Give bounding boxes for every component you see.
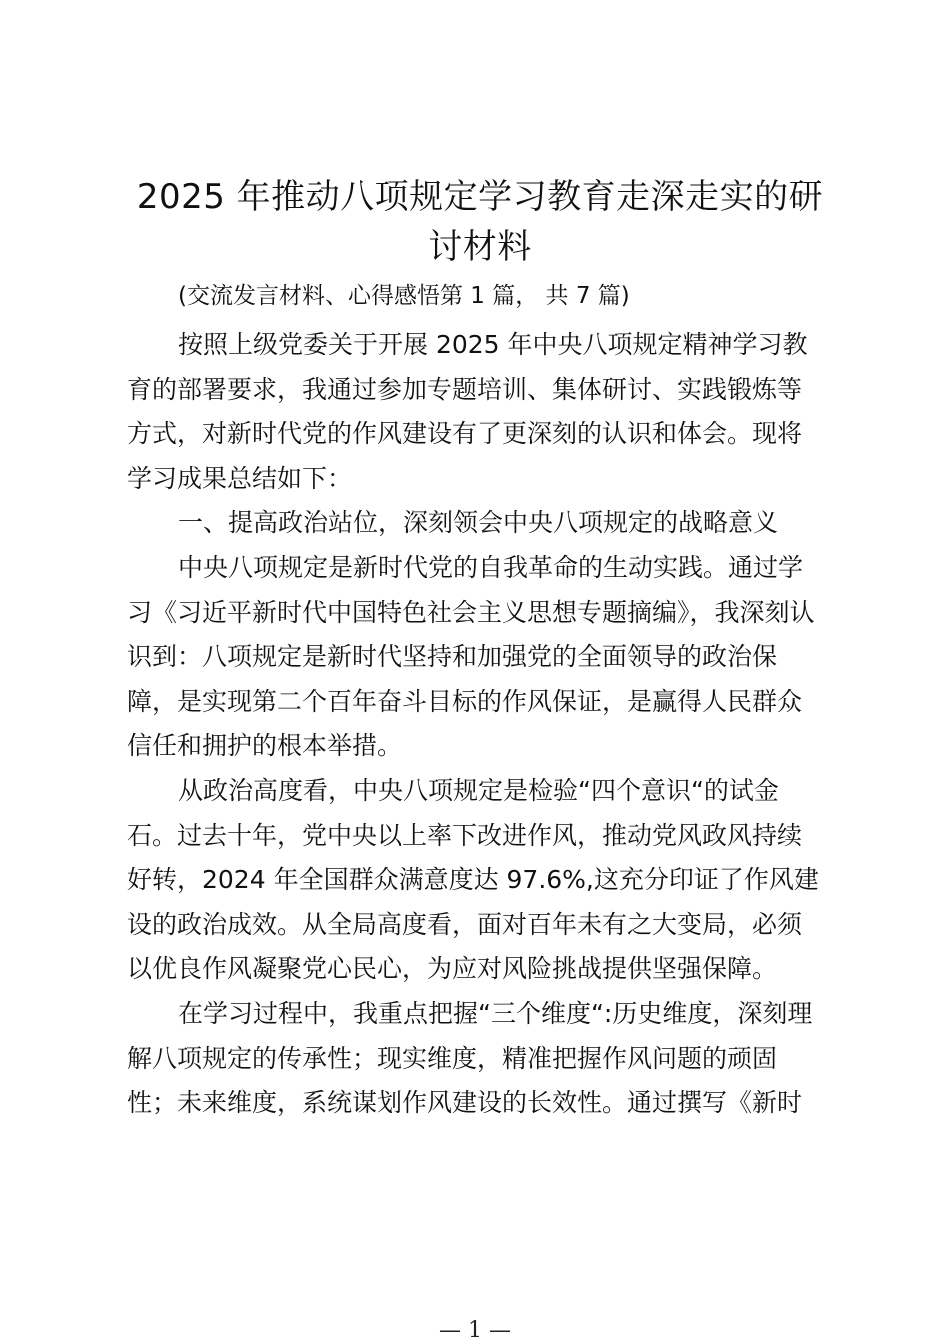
text-line: 从政治高度看，中央八项规定是检验“四个意识“的试金 — [178, 775, 779, 805]
document-subtitle: (交流发言材料、心得感悟第 1 篇， 共 7 篇) — [178, 283, 630, 309]
text-line: 识到：八项规定是新时代坚持和加强党的全面领导的政治保 — [127, 642, 778, 672]
heading-line: 一、提高政治站位，深刻领会中央八项规定的战略意义 — [178, 508, 779, 538]
title-line: 2025 年推动八项规定学习教育走深走实的研 — [136, 177, 824, 217]
document-body — [127, 323, 827, 1126]
text-line: 石。过去十年，党中央以上率下改进作风，推动党风政风持续 — [127, 820, 803, 850]
paragraph-intro — [127, 323, 827, 501]
text-line: 设的政治成效。从全局高度看，面对百年未有之大变局，必须 — [127, 909, 803, 939]
text-line: 学习成果总结如下： — [127, 463, 353, 493]
text-line: 习《习近平新时代中国特色社会主义思想专题摘编》，我深刻认 — [127, 597, 815, 627]
paragraph-political-height — [127, 769, 827, 992]
text-line: 按照上级党委关于开展 2025 年中央八项规定精神学习教 — [178, 330, 808, 359]
text-line: 中央八项规定是新时代党的自我革命的生动实践。通过学 — [178, 552, 804, 582]
text-line: 育的部署要求，我通过参加专题培训、集体研讨、实践锻炼等 — [127, 374, 803, 404]
document-title — [110, 172, 850, 272]
text-line: 性；未来维度，系统谋划作风建设的长效性。通过撰写《新时 — [127, 1088, 803, 1118]
paragraph-significance — [127, 546, 827, 769]
title-line: 讨材料 — [428, 227, 532, 267]
section-heading — [127, 501, 827, 546]
text-line: 信任和拥护的根本举措。 — [127, 731, 403, 761]
page-number: — 1 — — [439, 1318, 511, 1343]
text-line: 方式，对新时代党的作风建设有了更深刻的认识和体会。现将 — [127, 419, 803, 449]
text-line: 好转，2024 年全国群众满意度达 97.6%,这充分印证了作风建 — [127, 865, 819, 895]
paragraph-three-dimensions — [127, 992, 827, 1126]
text-line: 在学习过程中，我重点把握“三个维度“:历史维度，深刻理 — [178, 998, 813, 1028]
text-line: 解八项规定的传承性；现实维度，精准把握作风问题的顽固 — [127, 1043, 778, 1073]
text-line: 以优良作风凝聚党心民心，为应对风险挑战提供坚强保障。 — [127, 954, 778, 984]
text-line: 障，是实现第二个百年奋斗目标的作风保证，是赢得人民群众 — [127, 686, 803, 716]
